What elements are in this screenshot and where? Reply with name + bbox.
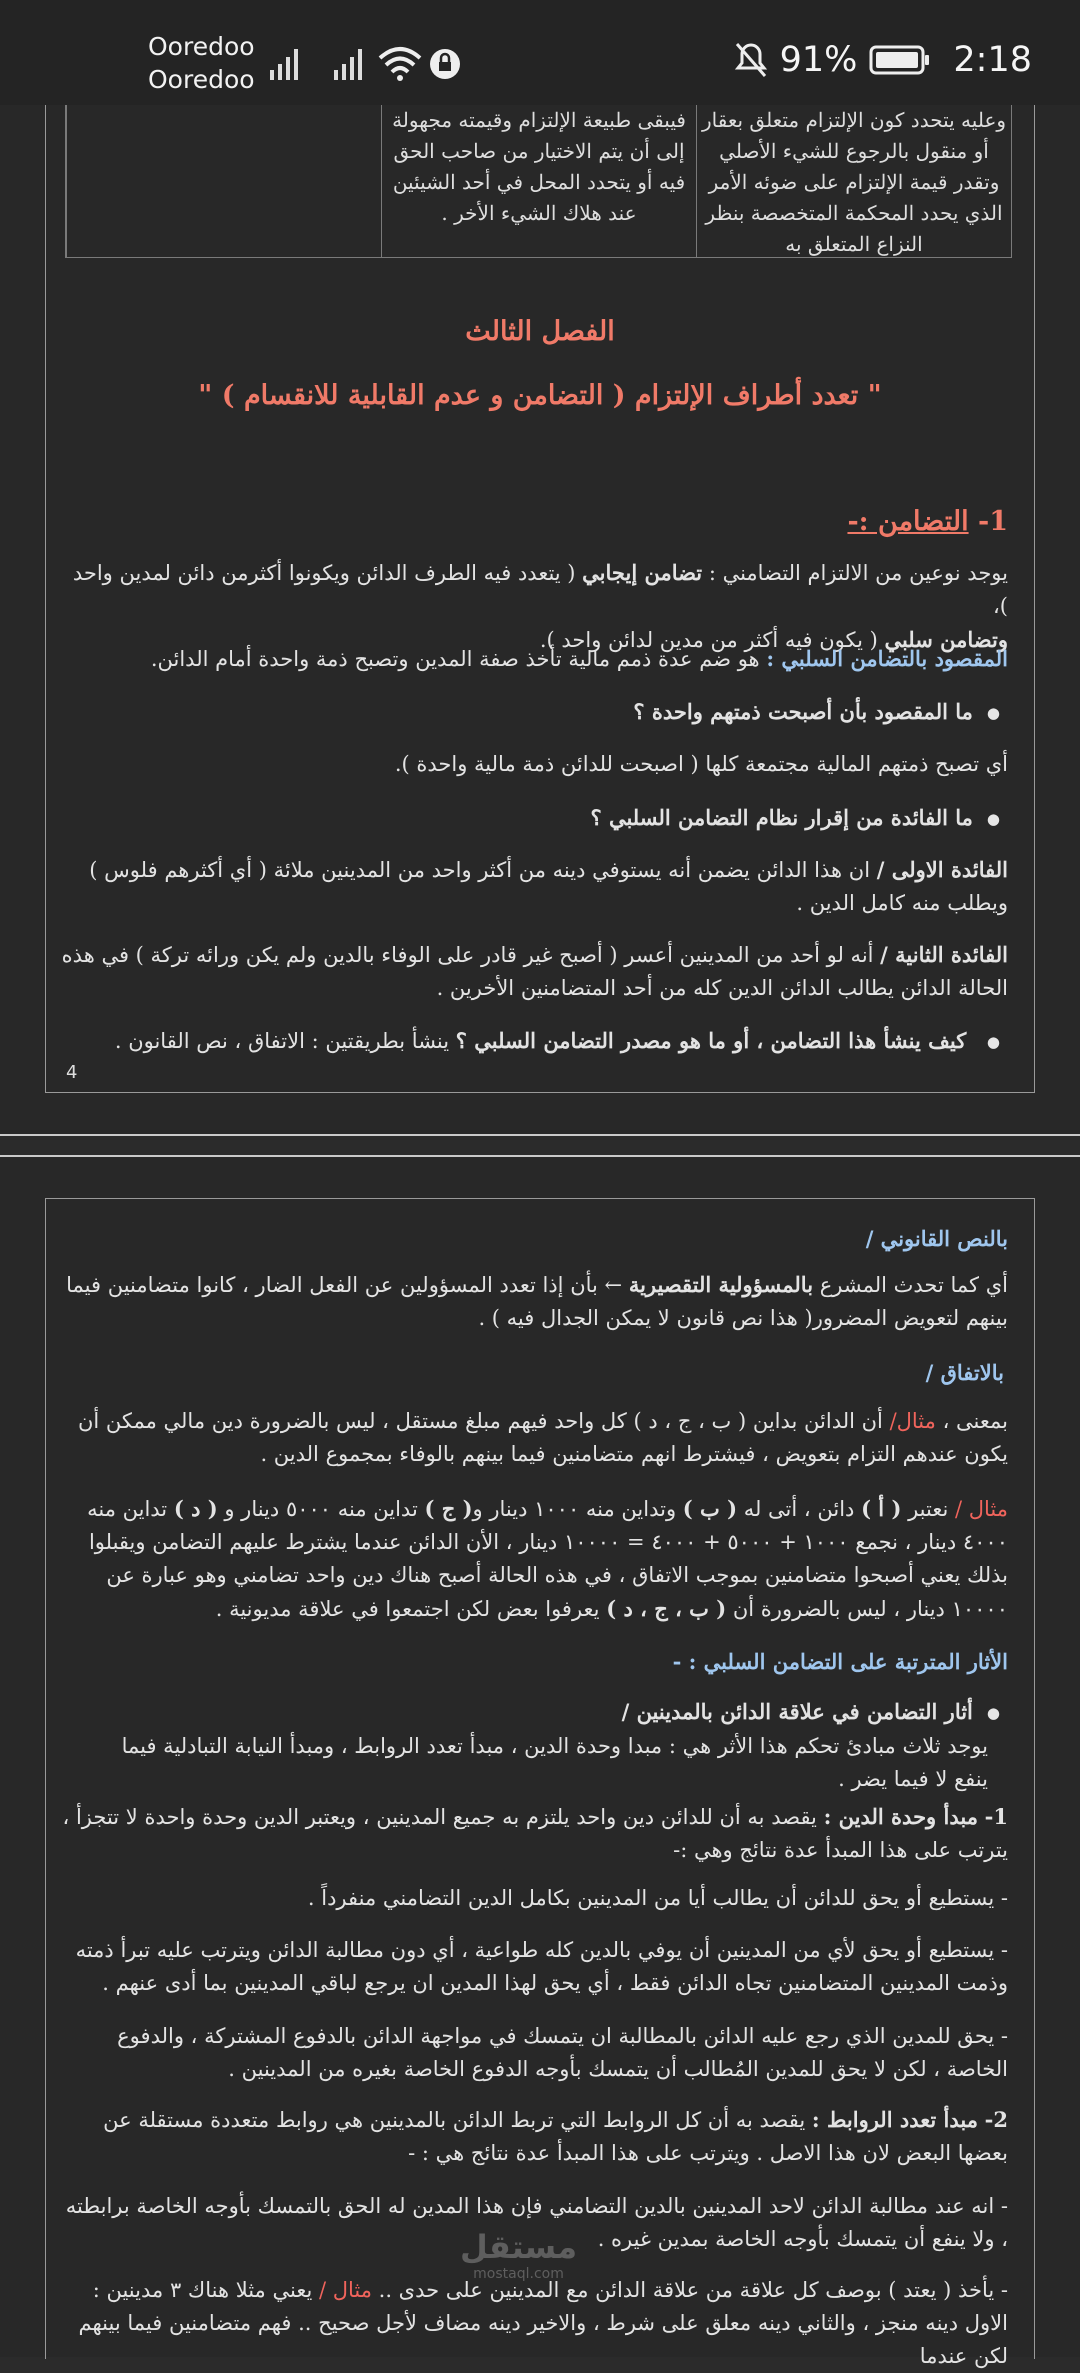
signal-icon [332,44,370,82]
result-item: - يستطيع أو يحق لأي من المدينين أن يوفي بالدين كله طواعية ، أي دون مطالبة الدائن ويترتب عليه تبرأ ذمته وذمت المدينين المتضامنين تجاه الدائن فقط ، أي يحق لهذا المدين ان يرجع لباقي المدينين بما أدى عنهم . [75,1938,1008,1995]
mute-icon [734,41,768,79]
text: أي كما تحدث المشرع [813,1273,1008,1297]
benefit-1-paragraph [58,853,1008,920]
text: بمعنى ، [935,1409,1008,1433]
watermark-text: مستقل [460,2228,578,2266]
example-label: مثال / [955,1497,1008,1521]
text: - يأخذ ( يعتد ) بوصف كل علاقة من علاقة الدائن مع المدينين على حدى .. [371,2278,1008,2302]
definition-label: المقصود بالتضامن السلبي : [766,646,1008,671]
term: ( ج ) [424,1496,473,1521]
alternative-obligation-table [65,105,1012,258]
answer-paragraph: أي تصبح ذمتهم المالية مجتمعة كلها ( اصبحت للدائن ذمة مالية واحدة ). [394,752,1008,776]
answer: ينشأ بطريقتين : الاتفاق ، نص القانون . [114,1029,456,1053]
table-cell: فيبقى طبيعة الإلتزام وقيمته مجهولة إلى أن يتم الاختيار من صاحب الحق فيه أو يتحدد المحل في أحد الشيئين عند هلاك الشيء الأخر . [381,105,696,257]
chapter-subtitle: " تعدد أطراف الإلتزام ( التضامن و عدم القابلية للانقسام ) " [198,380,882,411]
result-item: - يستطيع أو يحق للدائن أن يطالب أيا من المدينين بكامل الدين التضامني منفرداً . [307,1886,1008,1910]
effects-bullet: ● أثار التضامن في علاقة الدائن بالمدينين / [50,1695,1000,1730]
status-right [722,40,1032,80]
principle-number: 1- [984,1804,1008,1829]
text: أن الدائن بداين ( ب ، ج ، د ) كل واحد فيهم مبلغ مستقل ، ليس بالضرورة دين مالي ممكن أن يكون عندهم التزام بتعويض ، فيشترط انهم متضامنين فيما بينهم بالوفاء بمجموع الدين . [77,1409,1008,1466]
text: تداين منه ٥٠٠٠ دينار و [217,1497,425,1521]
question: كيف ينشأ هذا التضامن ، أو ما هو مصدر التضامن السلبي ؟ [455,1028,967,1053]
law-paragraph [58,1268,1008,1335]
watermark-logo [460,2228,577,2282]
term: ( ب ) [682,1496,738,1521]
text: ( يكون فيه أكثر من مدين لدائن واحد ). [539,628,885,652]
principle-number: 2- [984,2107,1008,2132]
benefit-2-paragraph [58,938,1008,1005]
text: ان هذا الدائن يضمن أنه يستوفي دينه من أكثر واحد من المدينين ملائة ( أي أكثرهم فلوس ) ويطلب منه كامل الدين . [89,858,1008,915]
law-heading: بالنص القانوني / [865,1226,1008,1251]
effects-bullet-text: يوجد ثلاث مبادئ تحكم هذا الأثر هي : مبدا وحدة الدين ، مبدأ تعدد الروابط ، ومبدأ النيابة التبادلية فيما ينفع لا فيما يضر . [121,1734,988,1791]
question-bullet: ● ما الفائدة من إقرار نظام التضامن السلبي ؟ [50,801,1000,836]
battery-icon [869,44,931,76]
text: نعتبر [901,1497,955,1521]
text: يقصد به أن كل الروابط التي تربط الدائن بالمدينين هي روابط متعددة مستقلة عن بعضها البعض لان هذا الاصل . ويترتب على هذا المبدأ عدة نتائج هي : - [103,2108,1008,2165]
text: وتداين منه ١٠٠٠ دينار و [472,1497,683,1521]
battery-percent: 91% [779,40,858,80]
term: ( أ ) [861,1496,902,1521]
benefit-label: الفائدة الاولى / [876,857,1008,882]
term: وتضامن سلبي [884,627,1008,652]
principle-label: مبدأ تعدد الروابط : [811,2107,978,2132]
text: يوجد نوعين من الالتزام التضامني : [702,561,1008,585]
clock: 2:18 [953,40,1032,80]
section-number: 1- [977,506,1008,537]
example-label: مثال/ [889,1409,936,1433]
result-item: - يحق للمدين الذي رجع عليه الدائن بالمطالبة ان يتمسك في مواجهة الدائن بالدفوع المشتركة ، والدفوع الخاصة ، لكن لا يحق للمدين المُطالب أن يتمسك بأوجه الدفوع الخاصة بغيره من المدينين . [117,2024,1008,2081]
text: هو ضم عدة ذمم مالية تأخذ صفة المدين وتصبح ذمة واحدة أمام الدائن. [150,647,767,671]
signal-icon [268,44,306,82]
wifi-icon [378,44,422,82]
section-title: التضامن :- [847,506,969,537]
section-heading [58,502,1008,542]
benefit-label: الفائدة الثانية / [880,942,1008,967]
term: تضامن إيجابي [582,560,703,585]
result-item: - انه عند مطالبة الدائن لاحد المدينين بالدين التضامني فإن هذا المدين له الحق بالتمسك بأوجه الخاصة برابطته ، ولا ينفع أن يتمسك بأوجه الخاصة بمدين غيره . [65,2194,1008,2251]
watermark-subtext: mostaql.com [473,2266,564,2282]
page-number: 4 [66,1062,78,1083]
text: ( يتعدد فيه الطرف الدائن ويكونوا أكثرمن دائن لمدين واحد )، [72,561,1008,618]
text: أنه لو أحد من المدينين أعسر ( أصبح غير قادر على الوفاء بالدين ولم يكن ورائه تركة ) في هذه الحالة الدائن يطالب الدائن الدين كله من أحد المتضامنين الأخرين . [61,943,1008,1000]
chapter-title: الفصل الثالث [465,316,615,347]
example-1-paragraph [58,1405,1008,1471]
table-cell: وعليه يتحدد كون الإلتزام متعلق بعقار أو منقول بالرجوع للشيء الأصلي وتقدر قيمة الإلتزام على ضوئه الأمر الذي يحدد المحكمة المتخصصة بنظر النزاع المتعلق به [696,105,1011,257]
text: ← بأن إذا تعدد المسؤولين عن الفعل الضار ، كانوا متضامنين فيما بينهم لتعويض المضرور( هذا نص قانون لا يمكن الجدال فيه ) . [66,1273,1008,1330]
status-bar [0,0,1080,105]
text: تداين منه ٤٠٠٠ دينار ، نجمع ١٠٠٠ + ٥٠٠٠ + ٤٠٠٠ = ١٠٠٠٠ دينار ، الأن الدائن عندما يشترط عليهم التضامن ويقبلوا بذلك يعني أصبحوا متضامنين بموجب الاتفاق ، في هذه الحالة أصبح هناك دين واحد تضامني وهو عبارة عن ١٠٠٠٠ دينار ، ليس بالضرورة أن [87,1497,1008,1621]
text: دائن ، أتى له [737,1497,862,1521]
principle-2-paragraph [58,2103,1008,2170]
table-cell-empty [66,105,381,257]
vpn-icon [426,44,464,82]
text: يقصد به أن للدائن دين واحد يلتزم به جميع المدينين ، ويعتبر الدين وحدة واحدة لا تتجزأ ، يترتب على هذا المبدأ عدة نتائج وهي :- [62,1805,1008,1862]
carrier-name-2: Ooredoo [148,65,255,94]
text: يعرفوا بعض لكن اجتمعوا في علاقة مديونية . [215,1597,607,1621]
effects-heading: الأثار المترتبة على التضامن السلبي : - [672,1649,1008,1674]
carrier-name-1: Ooredoo [148,32,255,61]
question-bullet [50,1024,1000,1059]
term: بالمسؤولية التقصيرية [628,1272,814,1297]
example-label: مثال / [318,2278,372,2302]
principle-1-paragraph [58,1800,1008,1867]
carrier-info [148,30,255,96]
result-item [58,2274,1008,2368]
agreement-heading: بالاتفاق / [925,1360,1004,1385]
term: ( د ) [173,1496,218,1521]
term: ( ب ، ج ، د ) [606,1596,727,1621]
question-bullet: ● ما المقصود بأن أصبحت ذمتهم واحدة ؟ [50,695,1000,730]
text: يعني مثلا هناك ٣ مدينين : الاول دينه منجز ، والثاني دينه معلق على شرط ، والاخير دينه مضاف لأجل صحيح .. فهم متضامنين فيما بينهم لكن عندما [78,2278,1008,2368]
principle-label: مبدأ وحدة الدين : [823,1804,978,1829]
example-2-paragraph [58,1492,1008,1626]
definition-paragraph [58,642,1008,676]
